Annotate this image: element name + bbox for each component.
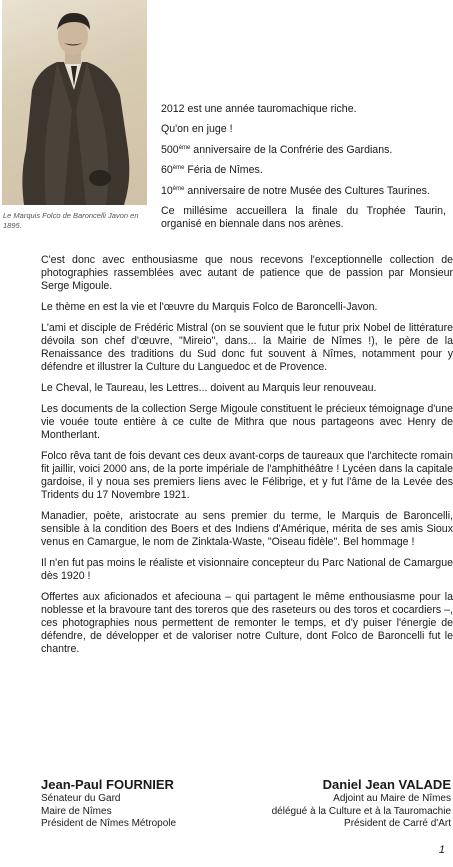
body-text xyxy=(41,254,453,664)
signatory-name: Jean-Paul FOURNIER xyxy=(41,777,174,792)
intro-line: Ce millésime accueillera la finale du Trophée Taurin, organisé en biennale dans nos arènes. xyxy=(161,204,446,230)
body-paragraph: Il n'en fut pas moins le réaliste et visionnaire concepteur du Parc National de Camargue dès 1920 ! xyxy=(41,557,453,582)
signatory-name: Daniel Jean VALADE xyxy=(322,777,451,792)
body-paragraph: Les documents de la collection Serge Migoule constituent le précieux témoignage d'une vie vouée toute entière à ce culte de Mithra que nous partageons avec Henry de Montherlant. xyxy=(41,403,453,441)
portrait-photo xyxy=(2,0,147,205)
intro-block xyxy=(161,103,446,231)
photo-caption: Le Marquis Folco de Baroncelli Javon en 1895. xyxy=(3,211,139,230)
intro-line: 2012 est une année tauromachique riche. xyxy=(161,103,357,115)
signatory-title: Maire de Nîmes xyxy=(41,805,112,817)
signature-left xyxy=(41,777,176,831)
marquis-portrait-illustration xyxy=(2,0,147,205)
body-paragraph: Manadier, poète, aristocrate au sens premier du terme, le Marquis de Baroncelli, sensible à la condition des Boers et des Indiens d'Amérique, mérita de ses amis Sioux venus en Camargue, le nom de Zinktala-Waste, "Oiseau fidèle". Bel hommage ! xyxy=(41,510,453,548)
body-paragraph: C'est donc avec enthousiasme que nous recevons l'exceptionnelle collection de photographies rassemblées avec autant de patience que de passion par Monsieur Serge Migoule. xyxy=(41,254,453,292)
body-paragraph: Offertes aux aficionados et afeciouna – qui partagent le même enthousiasme pour la noblesse et la bravoure tant des toreros que des raseteurs ou des toros et cocardiers –, ces photographies nous permettent de remonter le temps, et d'y puiser l'énergie de défendre, de développer et de valoriser notre Culture, dont Folco de Baroncelli fut le chantre. xyxy=(41,591,453,655)
signature-right xyxy=(272,777,451,831)
body-paragraph: Folco rêva tant de fois devant ces deux avant-corps de taureaux que l'architecte romain fit jaillir, voici 2000 ans, de la porte impériale de l'amphithéâtre ! Lycéen dans la capitale gardoise, il y noua ses premiers liens avec le Félibrige, et y fut l'âme de la Levée des Tridents du 17 Novembre 1921. xyxy=(41,450,453,501)
intro-line-anniversary-gardians: 500ème anniversaire de la Confrérie des Gardians. xyxy=(161,143,393,156)
signatory-title: Président de Carré d'Art xyxy=(344,818,451,829)
signatory-title: Président de Nîmes Métropole xyxy=(41,818,177,829)
intro-line: Qu'on en juge ! xyxy=(161,123,233,136)
signatory-title: Adjoint au Maire de Nîmes xyxy=(333,793,451,804)
body-paragraph: Le Cheval, le Taureau, les Lettres... doivent au Marquis leur renouveau. xyxy=(41,382,377,394)
signatory-title: délégué à la Culture et à la Tauromachie xyxy=(271,805,451,817)
body-paragraph: Le thème en est la vie et l'œuvre du Marquis Folco de Baroncelli-Javon. xyxy=(41,301,378,313)
page-number: 1 xyxy=(438,844,445,856)
intro-line-feria: 60ème Féria de Nîmes. xyxy=(161,164,263,177)
body-paragraph: L'ami et disciple de Frédéric Mistral (on se souvient que le futur prix Nobel de littérature dévoila son chef d'œuvre, "Mireio", dans... la Mairie de Nîmes !), le père de la Renaissance des traditions du Sud donc fut souvent à Nîmes, notamment pour y défendre et illustrer la Culture du Languedoc et de Provence. xyxy=(41,322,453,373)
signatory-title: Sénateur du Gard xyxy=(41,793,121,804)
intro-line-musee: 10ème anniversaire de notre Musée des Cultures Taurines. xyxy=(161,184,430,197)
